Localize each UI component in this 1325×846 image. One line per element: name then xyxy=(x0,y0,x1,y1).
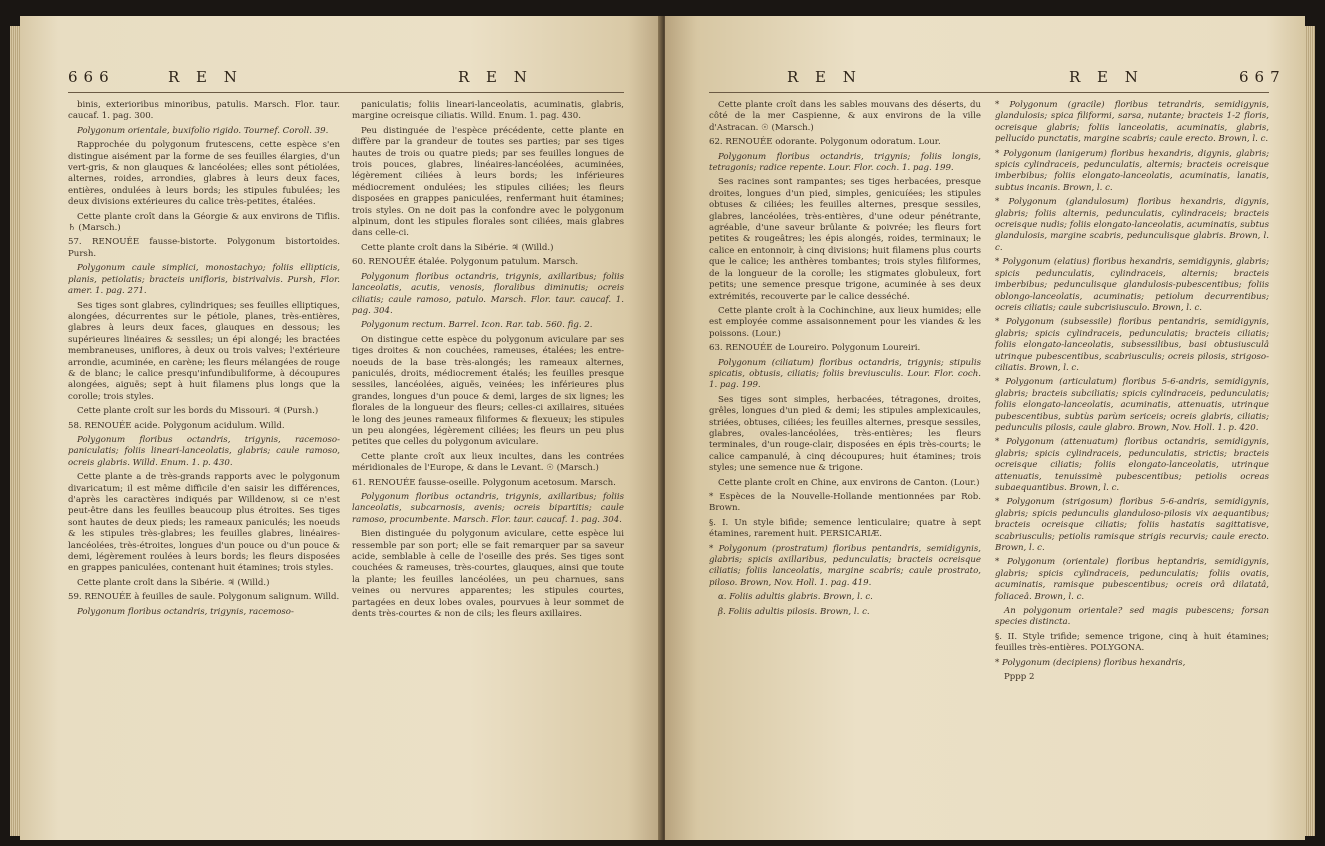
text-paragraph: Cette plante croît en Chine, aux environs de Canton. (Lour.) xyxy=(718,477,980,488)
text-paragraph: Polygonum floribus octandris, trigynis, axillaribus; foliis lanceolatis, subcarnosis, avenis; ocreis bipartitis; caule ramoso, procumbente. Marsch. Flor. taur. caucaf. 1. pag. 304. xyxy=(352,492,624,525)
right-running-head-2: R E N xyxy=(1069,68,1144,86)
text-paragraph: * Polygonum (prostratum) floribus pentandris, semidigynis, glabris; spicis axillaribus, pedunculatis; bracteis ocreisque ciliatis; foliis lanceolatis, margine scabris; caule prostrato, piloso. Brown, Nov. Holl. 1. pag. 419. xyxy=(709,543,981,588)
text-paragraph: * Polygonum (subsessile) floribus pentandris, semidigynis, glabris; spicis cylindraceis, pedunculatis; bracteis ciliatis; foliis elongato-lanceolatis, subsessilibus, basi obtusiusculâ utrinque pubescentibus, scabriusculis; ocreis pilosis, strigoso-ciliatis. Brown, l. c. xyxy=(995,317,1269,373)
text-paragraph: Cette plante croît à la Cochinchine, aux lieux humides; elle est employée comme assaisonnement pour les viandes & les poissons. (Lour.) xyxy=(709,305,981,339)
text-paragraph: 59. RENOUÉE à feuilles de saule. Polygonum salignum. Willd. xyxy=(68,592,340,603)
text-paragraph: Polygonum rectum. Barrel. Icon. Rar. tab. 560. fig. 2. xyxy=(361,320,593,331)
text-paragraph: Polygonum (ciliatum) floribus octandris, trigynis; stipulis spicatis, obtusis, ciliatis; foliis breviusculis. Lour. Flor. coch. 1. pag. 199. xyxy=(709,357,981,391)
book-spread xyxy=(10,16,1315,840)
right-page xyxy=(665,16,1305,840)
left-column-2 xyxy=(352,100,624,623)
text-paragraph: * Polygonum (articulatum) floribus 5-6-andris, semidigynis, glabris; bracteis subciliatis; spicis cylindraceis, pedunculatis; foliis elongato-lanceolatis, acuminatis, attenuatis, utrinque pubescentibus, subtùs parùm sericeis; ocreis glabris, ciliatis; pedunculis pilosis, caule glabro. Brown, Nov. Holl. 1. p. 420. xyxy=(995,377,1269,433)
text-paragraph: * Polygonum (glandulosum) floribus hexandris, digynis, glabris; foliis alternis, pedunculatis, cylindraceis; bracteis ocreisque nudis; foliis elongato-lanceolatis, acuminatis, subtus glandulosis, margine scabris, pedunculisque glabris. Brown, l. c. xyxy=(995,197,1269,253)
text-paragraph: * Polygonum (attenuatum) floribus octandris, semidigynis, glabris; spicis cylindraceis, pedunculatis, strictis; bracteis ocreisque ciliatis; foliis elongato-lanceolatis, utrinque attenuatis, tenuissimè pubescentibus; petiolis ocreas subaequantibus. Brown, l. c. xyxy=(995,437,1269,493)
text-paragraph: Pppp 2 xyxy=(1004,672,1035,683)
text-paragraph: Ses racines sont rampantes; ses tiges herbacées, presque droites, longues d'un pied, simples, genicuíées; les stipules obtuses & ciliées; les feuilles alternes, presque sessiles, glabres, lancéolées, très-entières, d'une odeur pénétrante, agréable, d'une saveur brûlante & poivrée; les fleurs fort petites & rougeâtres; les épis alongés, roides, terminaux; le calice en entonnoir, à cinq divisions; huit filamens plus courts que le calice; les anthères tombantes; trois styles filiformes, de la longueur de la corolle; les stigmates globuleux, fort petits; une semence presque trigone, acuminée à ses deux extrémités, recouverte par le calice desséché. xyxy=(709,177,981,302)
text-paragraph: Cette plante a de très-grands rapports avec le polygonum divaricatum; il est même difficile d'en saisir les différences, d'après les caractères indiqués par Willdenow, si ce n'est peut-être dans les feuilles beaucoup plus étroites. Ses tiges sont hautes de deux pieds; les rameaux paniculés; les noeuds & les stipules très-glabres; les feuilles glabres, linéaires-lancéolées, très-étroites, longues d'un pouce ou d'un pouce & demi, légèrement roulées à leurs bords; les fleurs disposées en grappes paniculées, contenant huit étamines; trois styles. xyxy=(68,472,340,574)
text-paragraph: 60. RENOUÉE étalée. Polygonum patulum. Marsch. xyxy=(352,257,579,268)
text-paragraph: * Polygonum (orientale) floribus heptandris, semidigynis, glabris; spicis cylindraceis, pedunculatis; foliis ovatis, acuminatis, ramisque pubescentibus; ocreis orâ dilatatâ, foliaceâ. Brown, l. c. xyxy=(995,557,1269,602)
text-paragraph: Polygonum orientale, buxifolio rigido. Tournef. Coroll. 39. xyxy=(77,125,329,136)
text-paragraph: α. Foliis adultis glabris. Brown, l. c. xyxy=(718,592,873,603)
text-paragraph: Polygonum floribus octandris, trigynis; foliis longis, tetragonis; radice repente. Lour. Flor. coch. 1. pag. 199. xyxy=(709,151,981,174)
text-paragraph: * Polygonum (elatius) floribus hexandris, semidigynis, glabris; spicis pedunculatis, cylindraceis, alternis; bracteis imberbibus; pedunculisque glandulosis-pubescentibus; foliis oblongo-lanceolatis, acuminatis; petiolum decurrentibus; ocreis ciliatis; caule subcrisiusculo. Brown, l. c. xyxy=(995,257,1269,313)
text-paragraph: * Polygonum (gracile) floribus tetrandris, semidigynis, glandulosis; spica filiformi, sarsa, nutante; bracteis 1-2 floris, ocreisque glabris; foliis lanceolatis, acuminatis, glabris, pellucido punctatis, margine scabris; caule erecto. Brown, l. c. xyxy=(995,100,1269,145)
text-paragraph: paniculatis; foliis lineari-lanceolatis, acuminatis, glabris, margine ocreisque ciliatis. Willd. Enum. 1. pag. 430. xyxy=(352,100,624,122)
text-paragraph: Ses tiges sont glabres, cylindriques; ses feuilles elliptiques, alongées, décurrentes sur le pétiole, planes, très-entières, glabres à leurs deux faces, glauques en dessous; les supérieures linéaires & sessiles; un épi alongé; les bractées membraneuses, uniflores, à deux ou trois valves; l'extérieure arrondie, acuminée, en carène; les fleurs mélangées de rouge & de blanc; le calice presqu'infundibuliforme, à découpures alongées, aiguës; sept à huit filamens plus longs que la corolle; trois styles. xyxy=(68,300,340,402)
text-paragraph: * Polygonum (strigosum) floribus 5-6-andris, semidigynis, glabris; spicis pedunculis glanduloso-pilosis vix aequantibus; bracteis ocreisque ciliatis; foliis hastatis sagittatisve, scabriusculis; petiolis ramisque strigis recurvis; caule erecto. Brown, l. c. xyxy=(995,497,1269,554)
text-paragraph: Cette plante croît aux lieux incultes, dans les contrées méridionales de l'Europe, & dans le Levant. ☉ (Marsch.) xyxy=(352,451,624,474)
right-running-head-1: R E N xyxy=(787,68,862,86)
text-paragraph: 58. RENOUÉE acide. Polygonum acidulum. Willd. xyxy=(68,420,285,431)
text-paragraph: * Polygonum (decipiens) floribus hexandris, xyxy=(995,657,1186,668)
left-column-1 xyxy=(68,100,340,621)
text-paragraph: 63. RENOUÉE de Loureiro. Polygonum Loureiri. xyxy=(709,343,921,354)
left-page xyxy=(20,16,660,840)
text-paragraph: Peu distinguée de l'espèce précédente, cette plante en diffère par la grandeur de toutes ses parties; par ses tiges hautes de trois ou quatre pieds; par ses feuilles longues de trois pouces, glabres, linéaires-lancéolées, acuminées, légèrement ciliées à leurs bords; les inférieures médiocrement ondulées; les stipules ciliées; les fleurs disposées en grappes paniculées, renfermant huit étamines; trois styles. On ne doit pas la confondre avec le polygonum alpinum, dont les stipules florales sont ciliées, mais glabres dans celle-ci. xyxy=(352,125,624,239)
text-paragraph: On distingue cette espèce du polygonum aviculare par ses tiges droites & non couchées, rameuses, étalées; les entre-noeuds de la base très-alongés; les rameaux alternes, paniculés, droits, médiocrement étalés; les feuilles presque sessiles, lancéolées, aiguës, veinées; les inférieures plus grandes, longues d'un pouce & demi, larges de six lignes; les florales de la longueur des fleurs; celles-ci axillaires, situées le long des jeunes rameaux filiformes & flexueux; les stipules un peu alongées, légèrement ciliées; les fleurs un peu plus petites que celles du polygonum aviculare. xyxy=(352,334,624,448)
text-paragraph: Rapprochée du polygonum frutescens, cette espèce s'en distingue aisément par la forme de ses feuilles élargies, d'un vert-gris, & non glauques & lancéolées; elles sont pétiolées, alternes, roides, arrondies, glabres à leurs deux faces, entières, ondulées à leurs bords; les stipules fubulées; les deux divisions extérieures du calice très-petites, étalées. xyxy=(68,140,340,208)
right-page-number: 667 xyxy=(1239,68,1286,86)
text-paragraph: Cette plante croît sur les bords du Missouri. ♃ (Pursh.) xyxy=(77,406,319,417)
left-page-number: 666 xyxy=(68,68,115,86)
right-page-edges xyxy=(1305,26,1315,836)
text-paragraph: * Espèces de la Nouvelle-Hollande mentionnées par Rob. Brown. xyxy=(709,492,981,514)
right-column-1 xyxy=(709,100,981,621)
text-paragraph: An polygonum orientale? sed magis pubescens; forsan species distincta. xyxy=(995,606,1269,628)
left-running-head-2: R E N xyxy=(458,68,533,86)
text-paragraph: Polygonum floribus octandris, trigynis, axillaribus; foliis lanceolatis, acutis, venosis, floralibus diminutis; ocreis ciliatis; caule ramoso, patulo. Marsch. Flor. taur. caucaf. 1. pag. 304. xyxy=(352,271,624,316)
text-paragraph: 62. RENOUÉE odorante. Polygonum odoratum. Lour. xyxy=(709,137,941,148)
text-paragraph: Cette plante croît dans les sables mouvans des déserts, du côté de la mer Caspienne, & aux environs de la ville d'Astracan. ☉ (Marsch.) xyxy=(709,100,981,133)
text-paragraph: Polygonum caule simplici, monostachyo; foliis ellipticis, planis, petiolatis; bracteis unifloris, bistrivalvis. Pursh, Flor. amer. 1. pag. 271. xyxy=(68,263,340,297)
left-running-head-1: R E N xyxy=(168,68,243,86)
right-column-2 xyxy=(995,100,1269,687)
text-paragraph: §. I. Un style bifide; semence lenticulaire; quatre à sept étamines, rarement huit. PERSICARIÆ. xyxy=(709,517,981,540)
text-paragraph: Cette plante croît dans la Sibérie. ♃ (Willd.) xyxy=(77,577,270,588)
text-paragraph: * Polygonum (lanigerum) floribus hexandris, digynis, glabris; spicis cylindraceis, pedunculatis, alternis; bracteis ocreisque imberbibus; foliis elongato-lanceolatis, acuminatis, lanatis, subtus incanis. Brown, l. c. xyxy=(995,148,1269,193)
text-paragraph: β. Foliis adultis pilosis. Brown, l. c. xyxy=(718,606,870,617)
text-paragraph: Cette plante croît dans la Sibérie. ♃ (Willd.) xyxy=(361,242,554,253)
left-page-edges xyxy=(10,26,20,836)
text-paragraph: §. II. Style trifide; semence trigone, cinq à huit étamines; feuilles très-entières. POLYGONA. xyxy=(995,631,1269,654)
text-paragraph: Bien distinguée du polygonum aviculare, cette espèce lui ressemble par son port; elle se fait remarquer par sa saveur acide, semblable à celle de l'oseille des prés. Ses tiges sont couchées & rameuses, très-courtes, glauques, ainsi que toute la plante; les feuilles lancéolées, un peu charnues, sans veines ou nervures apparentes; les stipules courtes, partagées en deux lobes ovales, pourvues à leur sommet de dents très-courtes & non de cils; les fleurs axillaires. xyxy=(352,529,624,620)
text-paragraph: Ses tiges sont simples, herbacées, tétragones, droites, grêles, longues d'un pied & demi; les stipules amplexicaules, striées, obtuses, ciliées; les feuilles alternes, presque sessiles, glabres, ovales-lancéolées, très-entières; les fleurs terminales, d'un rouge-clair, disposées en épis très-courts; le calice campanulé, à cinq découpures; huit étamines; trois styles; une semence nue & trigone. xyxy=(709,394,981,474)
text-paragraph: Polygonum floribus octandris, trigynis, racemoso- xyxy=(77,606,294,617)
text-paragraph: Cette plante croît dans la Géorgie & aux environs de Tiflis. ♄ (Marsch.) xyxy=(68,211,340,234)
text-paragraph: binis, exterioribus minoribus, patulis. Marsch. Flor. taur. caucaf. 1. pag. 300. xyxy=(68,100,340,122)
right-header-rule xyxy=(709,92,1269,93)
left-header-rule xyxy=(68,92,624,93)
text-paragraph: Polygonum floribus octandris, trigynis, racemoso-paniculatis; foliis lineari-lanceolatis, glabris; caule ramoso, ocreis glabris. Willd. Enum. 1. p. 430. xyxy=(68,434,340,468)
text-paragraph: 61. RENOUÉE fausse-oseille. Polygonum acetosum. Marsch. xyxy=(352,477,616,488)
text-paragraph: 57. RENOUÉE fausse-bistorte. Polygonum bistortoides. Pursh. xyxy=(68,237,340,259)
